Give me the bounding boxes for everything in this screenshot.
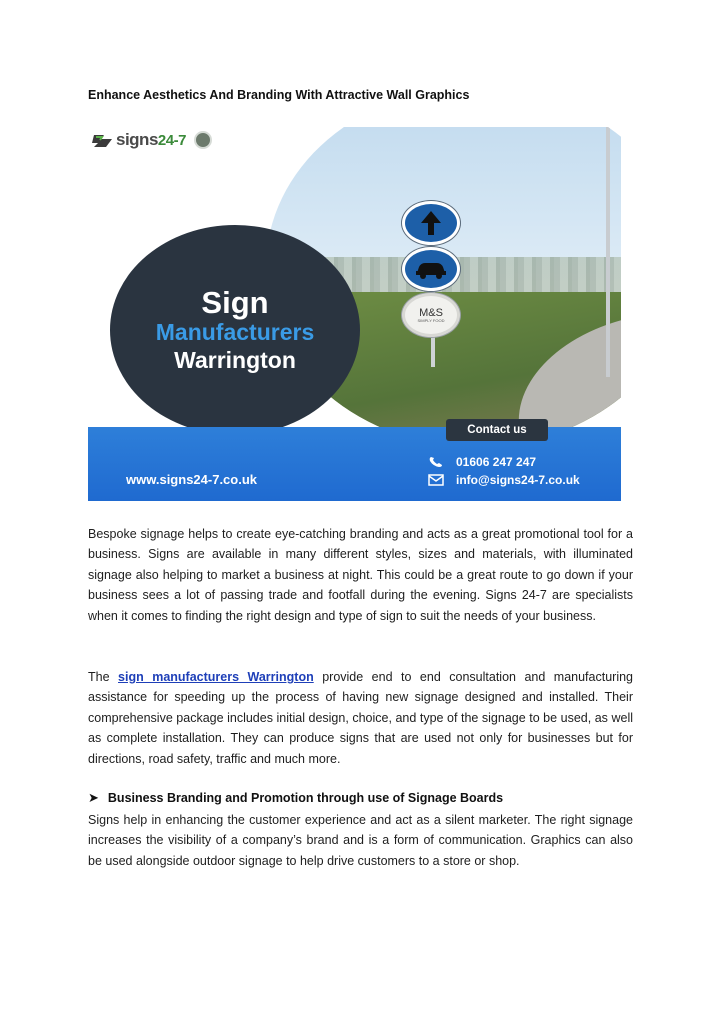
car-sign-icon	[402, 247, 460, 291]
email-address: info@signs24-7.co.uk	[456, 473, 580, 487]
page-title: Enhance Aesthetics And Branding With Attractive Wall Graphics	[88, 88, 470, 102]
website-url: www.signs24-7.co.uk	[126, 472, 258, 487]
paragraph-2: The sign manufacturers Warrington provide end to end consultation and manufacturing assistance for speeding up the process of having new signage designed and installed. Their comprehensive package includes initial design, choice, and type of the signage to be used, as well as complete installation. They can produce signs that are used not only for businesses but for directions, road safety, traffic and much more.	[88, 670, 633, 766]
accreditation-badge-icon	[194, 131, 212, 149]
store-sign	[402, 293, 460, 337]
store-sign-text: M&S	[419, 306, 443, 319]
arrow-bullet-icon: ➤	[88, 790, 99, 805]
store-sign-subtext: SIMPLY FOOD	[417, 317, 445, 323]
title-line-1: Sign	[201, 284, 269, 320]
title-badge	[110, 225, 360, 435]
paragraph-1: Bespoke signage helps to create eye-catching branding and acts as a great promotional tool for a business. Signs are available in many different styles, sizes and materials, with illuminated signage also helping to market a business at night. This could be a great route to go down if your business sees a lot of passing trade and footfall during the evening. Signs 24-7 are specialists when it comes to finding the right design and type of sign to suit the needs of your business.	[88, 527, 633, 623]
bullet-heading	[88, 790, 503, 806]
logo-s-icon	[92, 131, 114, 149]
phone-row	[428, 455, 536, 469]
phone-number: 01606 247 247	[456, 455, 537, 469]
envelope-icon	[428, 474, 444, 486]
company-logo	[90, 127, 254, 153]
arrow-sign-icon	[402, 201, 460, 245]
bullet-heading-text: Business Branding and Promotion through use of Signage Boards	[107, 791, 504, 805]
logo-text: signs24-7	[116, 130, 186, 149]
phone-icon	[428, 456, 444, 468]
lamp-pole	[606, 127, 610, 377]
paragraph-3: Signs help in enhancing the customer experience and act as a silent marketer. The right signage increases the visibility of a company’s brand and is a form of communication. Graphics can also be used alongside outdoor signage to help drive customers to a store or shop.	[88, 813, 633, 868]
contact-bar	[88, 424, 621, 501]
promo-banner	[88, 127, 621, 501]
sign-manufacturers-link[interactable]: sign manufacturers Warrington	[118, 670, 314, 684]
title-line-2: Manufacturers	[155, 319, 315, 346]
email-row	[428, 473, 580, 487]
contact-us-label: Contact us	[446, 419, 548, 441]
title-line-3: Warrington	[174, 346, 296, 373]
